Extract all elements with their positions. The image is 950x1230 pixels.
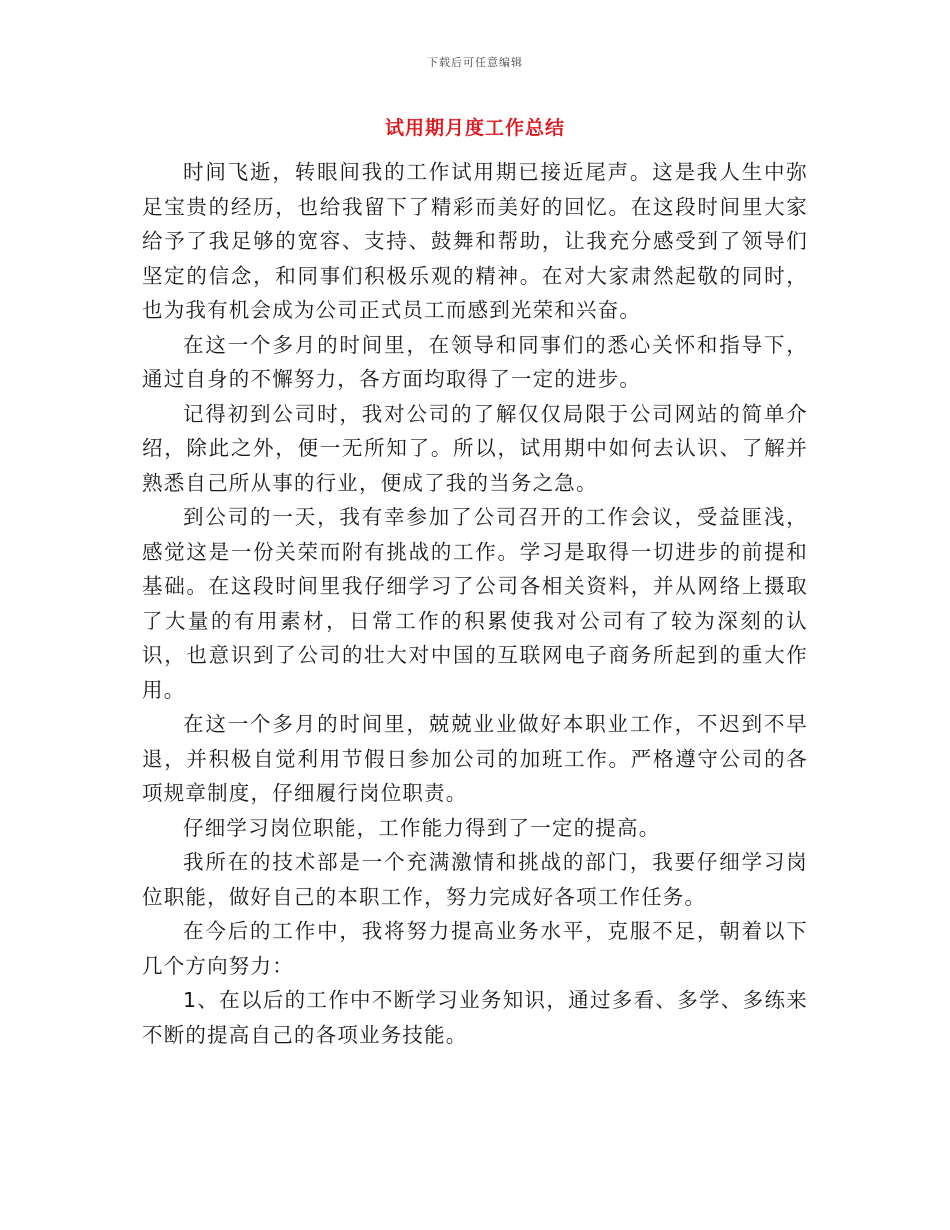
paragraph-6: 仔细学习岗位职能，工作能力得到了一定的提高。 — [183, 815, 661, 840]
paragraph-9: 1、在以后的工作中不断学习业务知识，通过多看、多学、多练来不断的提高自己的各项业务技能。 — [142, 988, 808, 1047]
paragraph-7: 我所在的技术部是一个充满激情和挑战的部门，我要仔细学习岗位职能，做好自己的本职工作，努力完成好各项工作任务。 — [142, 850, 808, 909]
paragraph-4: 到公司的一天，我有幸参加了公司召开的工作会议，受益匪浅，感觉这是一份关荣而附有挑战的工作。学习是取得一切进步的前提和基础。在这段时间里我仔细学习了公司各相关资料，并从网络上摄取了大量的有用素材，日常工作的积累使我对公司有了较为深刻的认识，也意识到了公司的壮大对中国的互联网电子商务所起到的重大作用。 — [142, 505, 808, 702]
paragraph-5: 在这一个多月的时间里，兢兢业业做好本职业工作，不迟到不早退，并积极自觉利用节假日参加公司的加班工作。严格遵守公司的各项规章制度，仔细履行岗位职责。 — [142, 712, 808, 805]
paragraph-3: 记得初到公司时，我对公司的了解仅仅局限于公司网站的简单介绍，除此之外，便一无所知了。所以，试用期中如何去认识、了解并熟悉自己所从事的行业，便成了我的当务之急。 — [142, 401, 808, 495]
paragraph-8: 在今后的工作中，我将努力提高业务水平，克服不足，朝着以下几个方向努力： — [142, 919, 808, 978]
paragraph-1: 时间飞逝，转眼间我的工作试用期已接近尾声。这是我人生中弥足宝贵的经历，也给我留下了精彩而美好的回忆。在这段时间里大家给予了我足够的宽容、支持、鼓舞和帮助，让我充分感受到了领导们坚定的信念，和同事们积极乐观的精神。在对大家肃然起敬的同时，也为我有机会成为公司正式员工而感到光荣和兴奋。 — [142, 160, 808, 322]
document-body — [142, 155, 808, 1052]
document-title: 试用期月度工作总结 — [384, 117, 565, 139]
header-note: 下载后可任意编辑 — [427, 56, 523, 69]
paragraph-2: 在这一个多月的时间里，在领导和同事们的悉心关怀和指导下，通过自身的不懈努力，各方面均取得了一定的进步。 — [142, 332, 808, 391]
